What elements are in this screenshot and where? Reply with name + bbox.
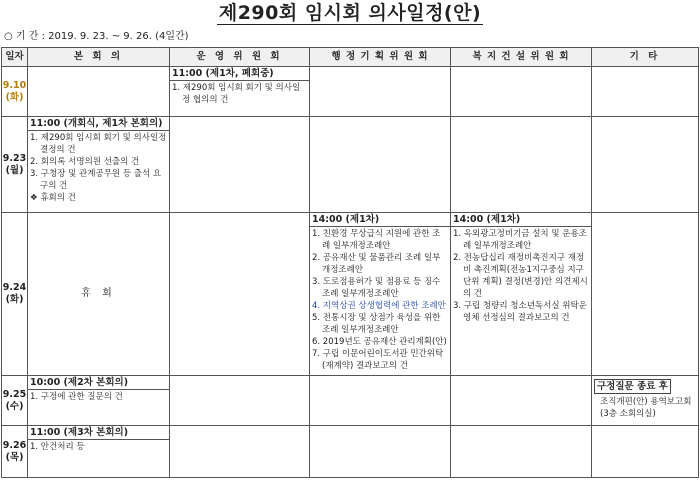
date-label: 9.24 bbox=[2, 282, 27, 293]
list-item: 2. 회의록 서명의원 선출의 건 bbox=[30, 157, 140, 167]
list-item: 1. 제290회 임시회 회기 및 의사일정 협의의 건 bbox=[172, 83, 301, 105]
date-label: 9.26 bbox=[2, 439, 27, 451]
date-cell bbox=[2, 426, 28, 478]
table-row bbox=[2, 67, 699, 117]
operation-cell bbox=[170, 376, 310, 426]
date-cell bbox=[2, 117, 28, 213]
etc-header: 구정질문 종료 후 bbox=[594, 379, 671, 394]
agenda-list bbox=[453, 228, 589, 324]
header-etc: 기 타 bbox=[592, 48, 699, 67]
session-period: ○ 기 간 : 2019. 9. 23. ~ 9. 26. (4일간) bbox=[4, 31, 189, 42]
agenda-list bbox=[312, 228, 448, 372]
day-label: (수) bbox=[5, 400, 24, 412]
list-item: 5. 전통시장 및 상점가 육성을 위한 조례 일부개정조례안 bbox=[312, 313, 441, 335]
plenary-cell: 휴 회 bbox=[28, 213, 170, 376]
header-admin-committee: 행 정 기 획 위 원 회 bbox=[310, 48, 451, 67]
welfare-cell bbox=[451, 426, 592, 478]
etc-cell bbox=[592, 117, 699, 213]
session-header: 11:00 (개회식, 제1차 본회의) bbox=[28, 117, 169, 131]
list-item: 1. 옥외광고정비기금 설치 및 운용조례 일부개정조례안 bbox=[453, 229, 587, 251]
operation-cell bbox=[170, 117, 310, 213]
admin-cell bbox=[310, 376, 451, 426]
etc-cell bbox=[592, 67, 699, 117]
agenda-list bbox=[30, 391, 167, 403]
list-item: 3. 도로점용허가 및 점용료 등 징수 조례 일부개정조례안 bbox=[312, 277, 441, 299]
welfare-cell bbox=[451, 376, 592, 426]
etc-cell bbox=[592, 426, 699, 478]
agenda-list bbox=[30, 132, 167, 192]
admin-cell bbox=[310, 213, 451, 376]
recess-note: ❖ 휴회의 건 bbox=[30, 193, 76, 203]
welfare-cell bbox=[451, 213, 592, 376]
page-title: 제290회 임시회 의사일정(안) bbox=[218, 2, 482, 24]
list-item: 2. 공유재산 및 물품관리 조례 일부개정조례안 bbox=[312, 253, 441, 275]
list-item: 3. 구청장 및 관계공무원 등 출석 요구의 건 bbox=[30, 169, 162, 191]
date-cell bbox=[2, 213, 28, 376]
header-date: 일자 bbox=[2, 48, 28, 67]
operation-cell bbox=[170, 213, 310, 376]
admin-cell bbox=[310, 426, 451, 478]
list-item: 1. 친환경 무상급식 지원에 관한 조례 일부개정조례안 bbox=[312, 229, 441, 251]
session-header: 10:00 (제2차 본회의) bbox=[28, 376, 169, 390]
table-row bbox=[2, 426, 699, 478]
date-label: 9.10 bbox=[2, 79, 27, 91]
date-label: 9.23 bbox=[2, 152, 27, 164]
welfare-cell bbox=[451, 67, 592, 117]
etc-cell bbox=[592, 376, 699, 426]
session-header: 14:00 (제1차) bbox=[451, 213, 591, 227]
date-cell bbox=[2, 67, 28, 117]
date-cell bbox=[2, 376, 28, 426]
list-item: 1. 안건처리 등 bbox=[30, 442, 85, 452]
admin-cell bbox=[310, 117, 451, 213]
list-item-highlighted: 4. 지역상권 상생협력에 관한 조례안 bbox=[312, 301, 446, 311]
header-welfare-committee: 복 지 건 설 위 원 회 bbox=[451, 48, 592, 67]
operation-cell bbox=[170, 426, 310, 478]
list-item: 2. 전농답십리 재정비촉진지구 재정비 촉진계획(전농1지구중심 지구단위 계획) 결정(변경)안 의견제시의 건 bbox=[453, 253, 588, 299]
list-item: 1. 구정에 관한 질문의 건 bbox=[30, 392, 123, 402]
etc-cell bbox=[592, 213, 699, 376]
admin-cell bbox=[310, 67, 451, 117]
agenda-list bbox=[30, 441, 167, 453]
header-operation-committee: 운 영 위 원 회 bbox=[170, 48, 310, 67]
table-row bbox=[2, 213, 699, 376]
etc-location: (3층 소회의실) bbox=[600, 409, 656, 419]
table-header-row bbox=[2, 48, 699, 67]
table-row bbox=[2, 117, 699, 213]
session-header: 11:00 (제3차 본회의) bbox=[28, 426, 169, 440]
table-row bbox=[2, 376, 699, 426]
header-plenary: 본 회 의 bbox=[28, 48, 170, 67]
day-label: (화) bbox=[5, 91, 24, 103]
plenary-cell bbox=[28, 67, 170, 117]
etc-line: 조직개편(안) 용역보고회 bbox=[600, 397, 692, 407]
plenary-cell bbox=[28, 117, 170, 213]
day-label: (화) bbox=[5, 294, 24, 305]
operation-cell bbox=[170, 67, 310, 117]
session-header: 14:00 (제1차) bbox=[310, 213, 450, 227]
date-label: 9.25 bbox=[2, 388, 27, 400]
list-item: 1. 제290회 임시회 회기 및 의사일정 결정의 건 bbox=[30, 133, 167, 155]
plenary-cell bbox=[28, 426, 170, 478]
list-item: 3. 구립 청량리 청소년독서실 위탁운영체 선정심의 결과보고의 건 bbox=[453, 301, 587, 323]
agenda-list bbox=[172, 82, 307, 106]
plenary-cell bbox=[28, 376, 170, 426]
day-label: (목) bbox=[5, 451, 24, 463]
list-item: 7. 구립 이문어린이도서관 민간위탁 (재계약) 결과보고의 건 bbox=[312, 349, 444, 371]
welfare-cell bbox=[451, 117, 592, 213]
schedule-table bbox=[1, 47, 699, 478]
session-header: 11:00 (제1차, 폐회중) bbox=[170, 67, 309, 81]
list-item: 6. 2019년도 공유재산 관리계획(안) bbox=[312, 337, 447, 347]
day-label: (월) bbox=[5, 164, 24, 176]
